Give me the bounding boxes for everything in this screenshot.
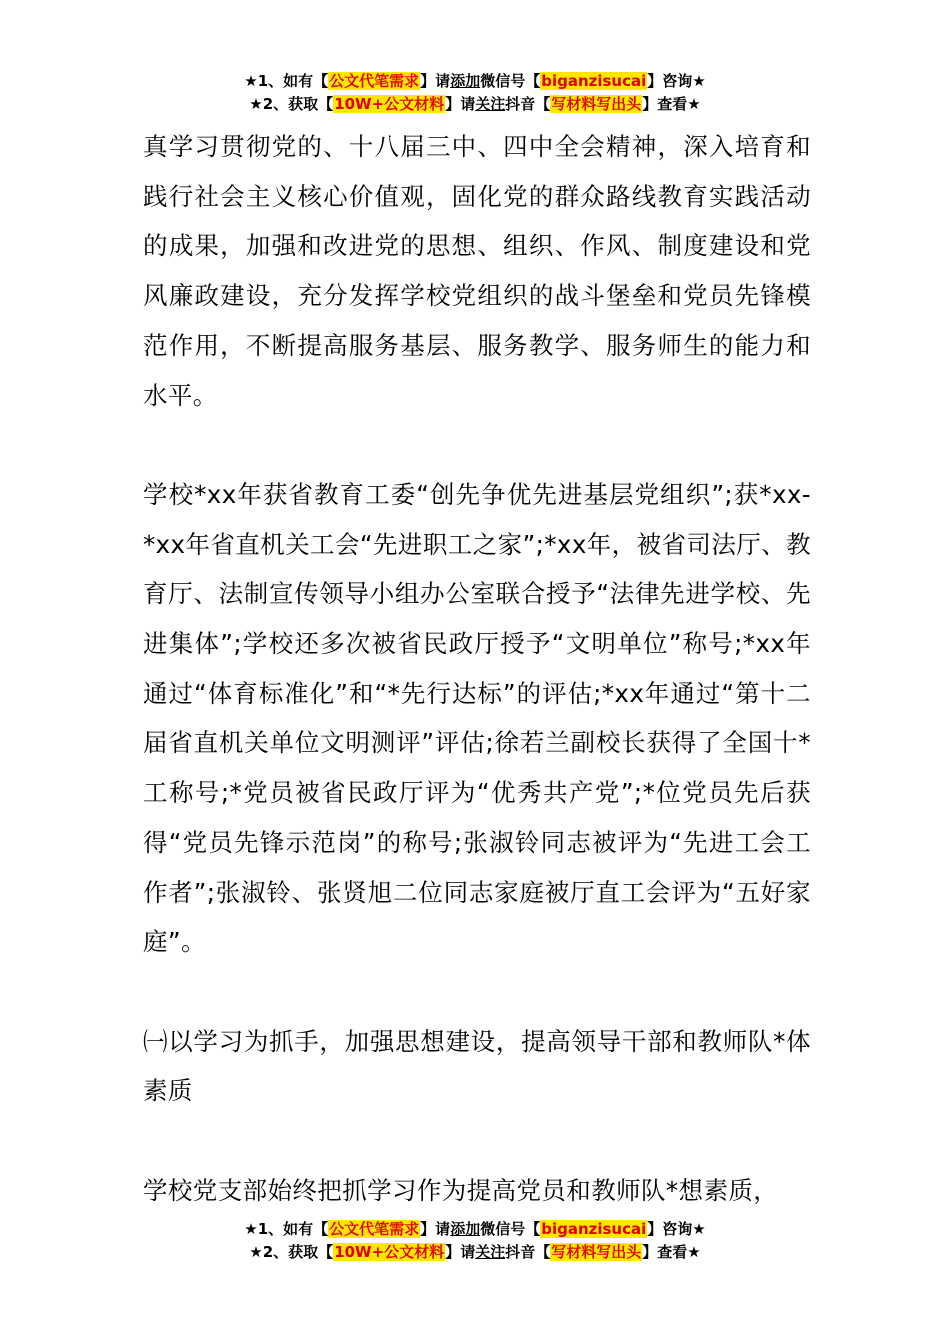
highlight-materials: 10W+公文材料 [334,1243,445,1261]
banner-line-2: ★2、获取【10W+公文材料】请关注抖音【写材料写出头】查看★ [249,1243,701,1261]
document-body [143,122,811,1215]
highlight-service: 公文代笔需求 [329,72,420,90]
paragraph-1: 真学习贯彻党的、十八届三中、四中全会精神，深入培育和践行社会主义核心价值观，固化党的群众路线教育实践活动的成果，加强和改进党的思想、组织、作风、制度建设和党风廉政建设，充分发挥学校党组织的战斗堡垒和党员先锋模范作用，不断提高服务基层、服务教学、服务师生的能力和水平。 [143,132,811,410]
highlight-service: 公文代笔需求 [329,1220,420,1238]
highlight-wechat-id: biganzisucai [541,1220,647,1238]
banner-line-1: ★1、如有【公文代笔需求】请添加微信号【biganzisucai】咨询★ [244,1220,706,1238]
highlight-wechat-id: biganzisucai [541,72,647,90]
banner-line-2: ★2、获取【10W+公文材料】请关注抖音【写材料写出头】查看★ [249,95,701,113]
highlight-materials: 10W+公文材料 [334,95,445,113]
banner-line-1: ★1、如有【公文代笔需求】请添加微信号【biganzisucai】咨询★ [244,72,706,90]
header-banner [0,70,950,116]
highlight-douyin: 写材料写出头 [551,1243,642,1261]
paragraph-2: 学校*xx年获省教育工委“创先争优先进基层党组织”;获*xx-*xx年省直机关工会“先进职工之家”;*xx年，被省司法厅、教育厅、法制宣传领导小组办公室联合授予“法律先进学校、先进集体”;学校还多次被省民政厅授予“文明单位”称号;*xx年通过“体育标准化”和“*先行达标”的评估;*xx年通过“第十二届省直机关单位文明测评”评估;徐若兰副校长获得了全国十*工称号;*党员被省民政厅评为“优秀共产党”;*位党员先后获得“党员先锋示范岗”的称号;张淑铃同志被评为“先进工会工作者”;张淑铃、张贤旭二位同志家庭被厅直工会评为“五好家庭”。 [143,479,811,957]
section-heading: ㈠以学习为抓手，加强思想建设，提高领导干部和教师队*体素质 [143,1026,811,1106]
paragraph-gap [143,420,811,470]
footer-banner [0,1218,950,1264]
highlight-douyin: 写材料写出头 [551,95,642,113]
paragraph-3: 学校党支部始终把抓学习作为提高党员和教师队*想素质， [143,1175,779,1205]
paragraph-gap [143,1116,811,1166]
paragraph-gap [143,967,811,1017]
